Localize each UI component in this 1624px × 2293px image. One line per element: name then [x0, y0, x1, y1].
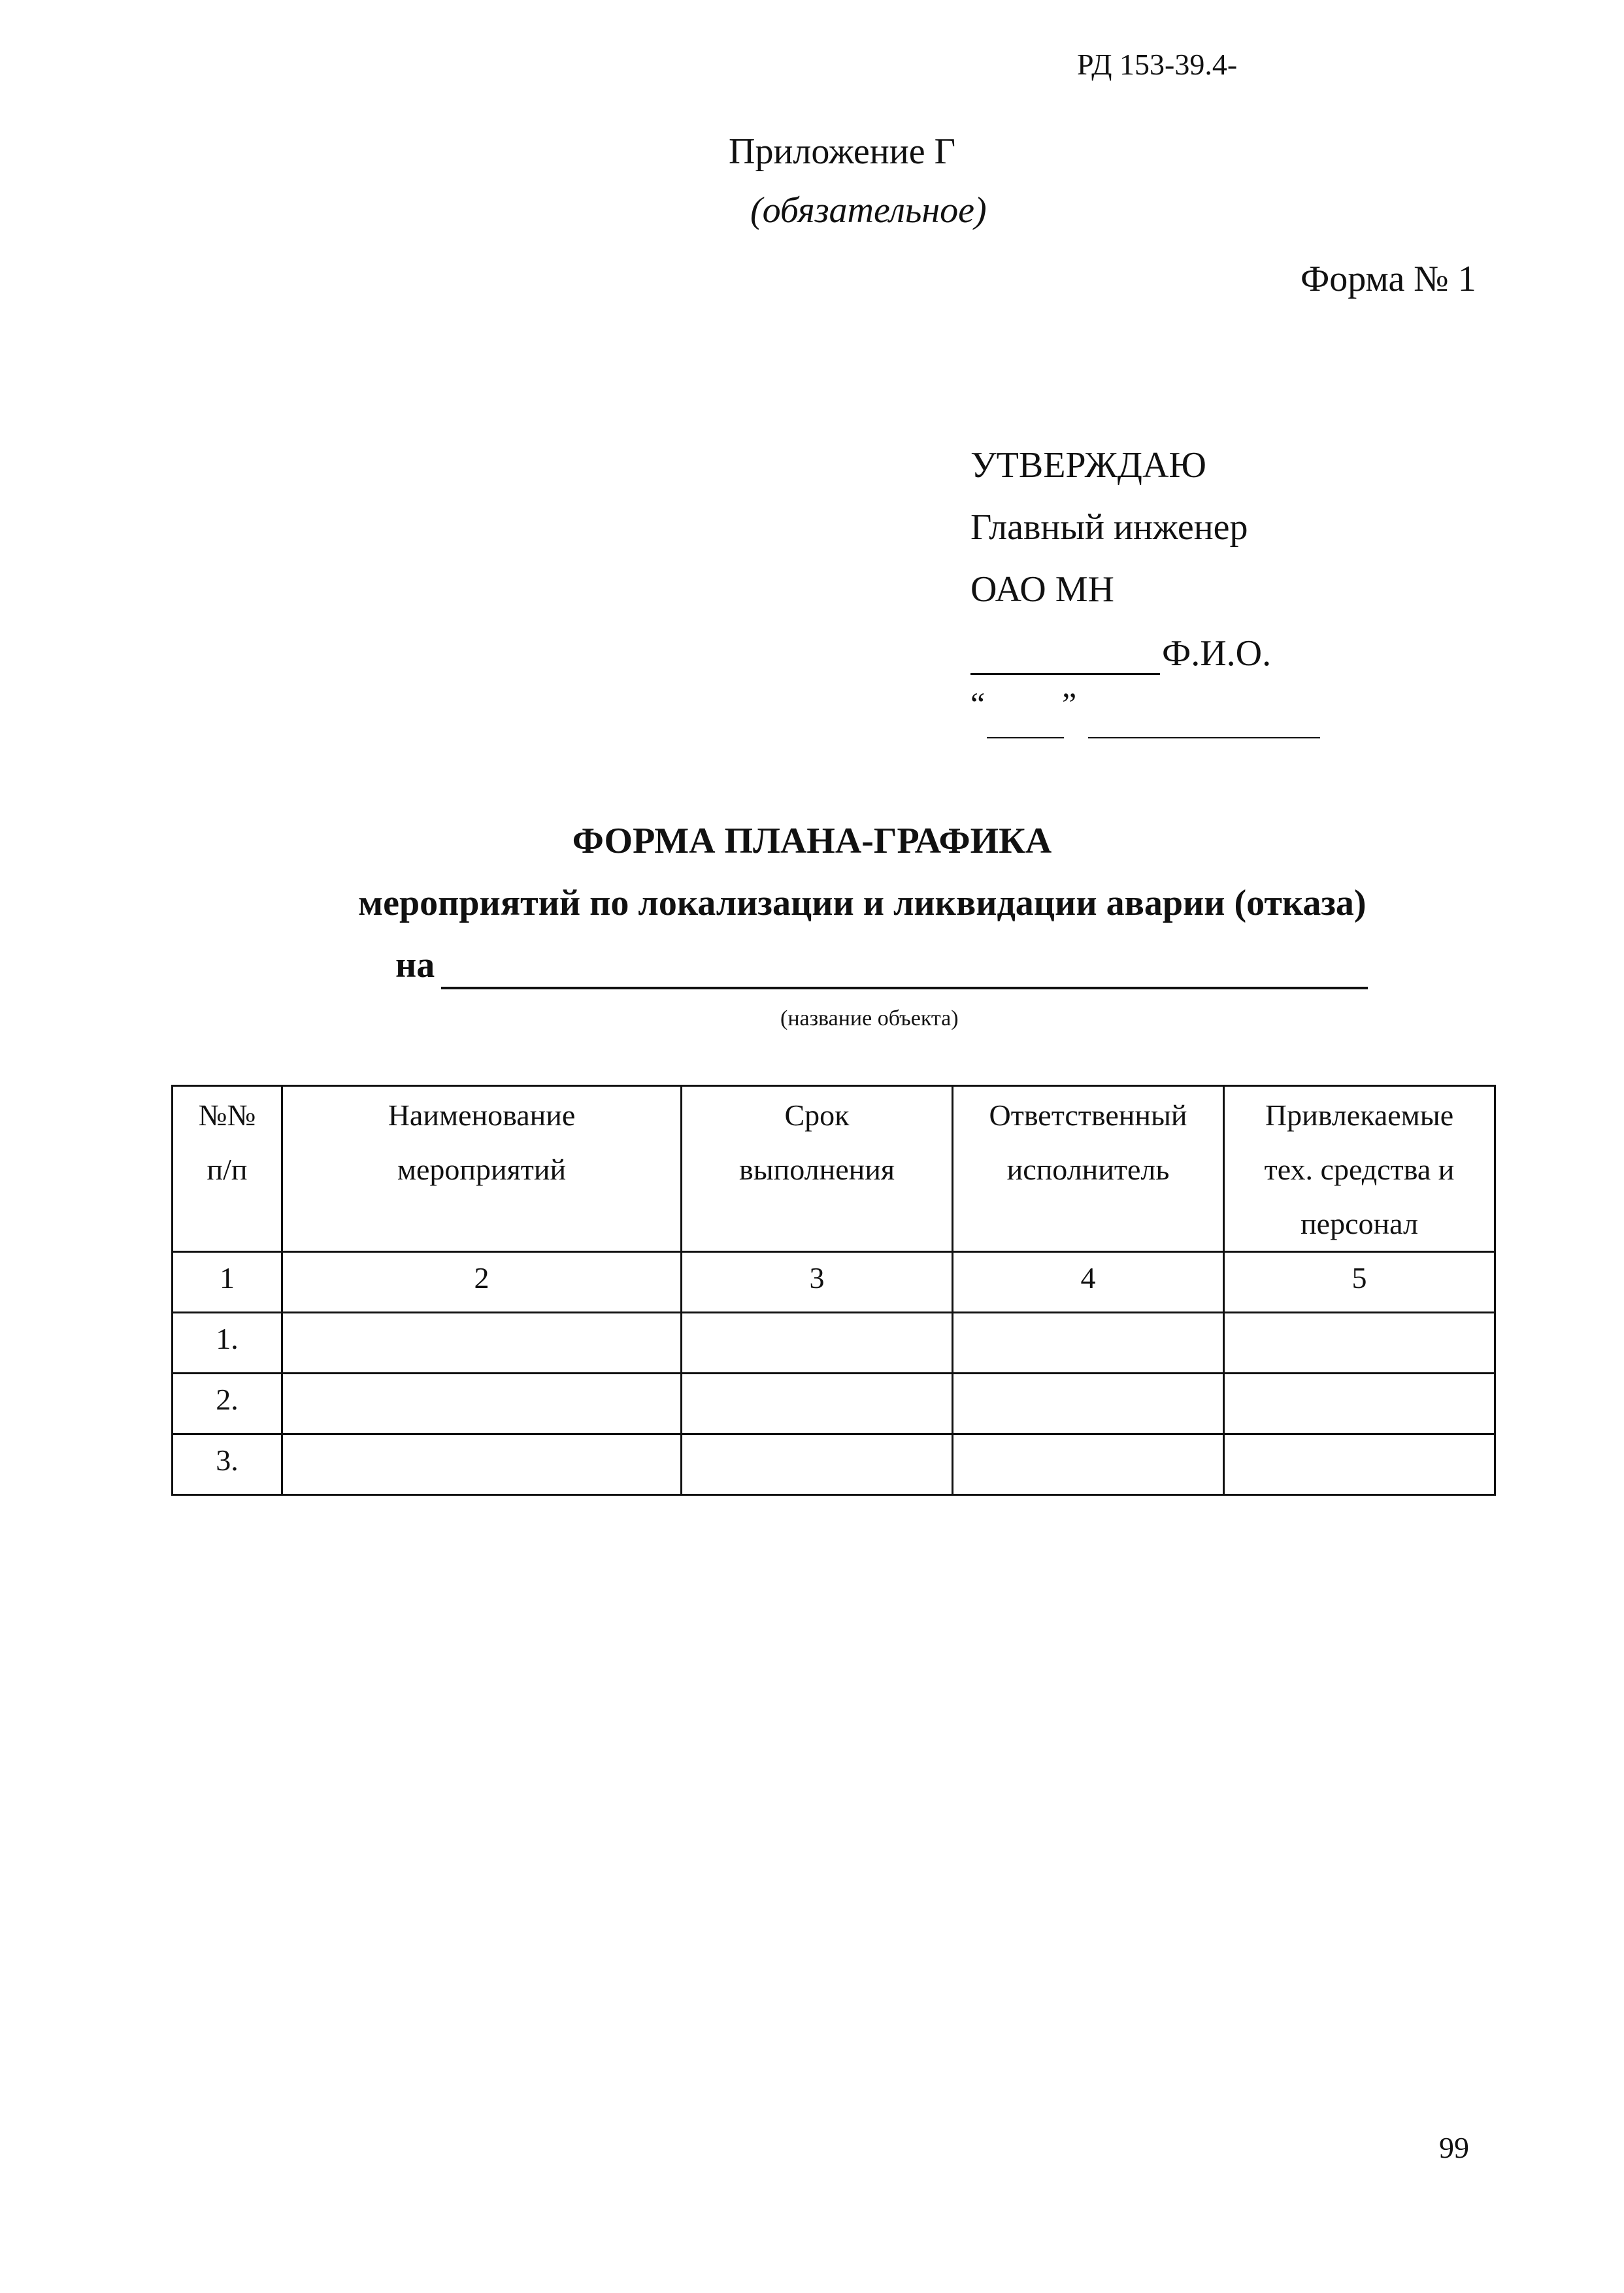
column-index-row: [173, 1252, 1495, 1313]
header-text: п/п: [207, 1153, 248, 1186]
column-index-cell: 1: [173, 1252, 282, 1313]
deadline-cell[interactable]: [682, 1434, 953, 1495]
column-index-cell: 4: [953, 1252, 1224, 1313]
page-number: 99: [1439, 2131, 1469, 2164]
plan-table: [171, 1085, 1496, 1496]
object-on-label: на: [395, 945, 435, 985]
column-index-cell: 2: [282, 1252, 682, 1313]
deadline-cell[interactable]: [682, 1374, 953, 1434]
resources-cell[interactable]: [1224, 1374, 1495, 1434]
header-text: исполнитель: [1006, 1153, 1170, 1186]
header-text: мероприятий: [397, 1153, 567, 1186]
row-number-cell: 1.: [173, 1313, 282, 1374]
row-number-cell: 2.: [173, 1374, 282, 1434]
form-subtitle: мероприятий по локализации и ликвидации аварии (отказа): [358, 883, 1367, 923]
column-index-cell: 3: [682, 1252, 953, 1313]
header-text: Привлекаемые: [1265, 1098, 1454, 1132]
appendix-note: (обязательное): [750, 190, 987, 231]
responsible-cell[interactable]: [953, 1434, 1224, 1495]
approval-organization: ОАО МН: [970, 569, 1114, 610]
date-quote-close: ”: [1062, 685, 1077, 722]
row-number-cell: 3.: [173, 1434, 282, 1495]
activity-cell[interactable]: [282, 1374, 682, 1434]
date-day-line: [987, 737, 1064, 738]
header-cell-responsible: [953, 1086, 1224, 1252]
header-cell-deadline: [682, 1086, 953, 1252]
header-text: Ответственный: [989, 1098, 1187, 1132]
header-text: тех. средства и: [1264, 1153, 1455, 1186]
approval-name: Ф.И.О.: [1162, 633, 1272, 674]
approval-position: Главный инженер: [970, 507, 1248, 548]
header-cell-resources: [1224, 1086, 1495, 1252]
responsible-cell[interactable]: [953, 1313, 1224, 1374]
column-index-cell: 5: [1224, 1252, 1495, 1313]
resources-cell[interactable]: [1224, 1313, 1495, 1374]
date-quote-open: “: [970, 685, 986, 722]
activity-cell[interactable]: [282, 1434, 682, 1495]
header-text: персонал: [1301, 1207, 1418, 1240]
document-code: РД 153-39.4-: [1077, 48, 1238, 81]
header-text: №№: [198, 1098, 256, 1132]
form-number: Форма № 1: [1301, 259, 1476, 299]
date-month-line: [1088, 737, 1320, 738]
header-cell-activity: [282, 1086, 682, 1252]
table-header-row: [173, 1086, 1495, 1252]
appendix-title: Приложение Г: [729, 131, 955, 172]
header-text: выполнения: [738, 1153, 895, 1186]
activity-cell[interactable]: [282, 1313, 682, 1374]
table-row: [173, 1313, 1495, 1374]
signature-line: [970, 673, 1160, 675]
object-name-line: [441, 987, 1368, 989]
header-cell-number: [173, 1086, 282, 1252]
table-row: [173, 1374, 1495, 1434]
object-name-caption: (название объекта): [780, 1006, 959, 1031]
responsible-cell[interactable]: [953, 1374, 1224, 1434]
header-text: Срок: [784, 1098, 850, 1132]
form-title: ФОРМА ПЛАНА-ГРАФИКА: [572, 821, 1052, 861]
resources-cell[interactable]: [1224, 1434, 1495, 1495]
table-row: [173, 1434, 1495, 1495]
deadline-cell[interactable]: [682, 1313, 953, 1374]
approval-title: УТВЕРЖДАЮ: [970, 445, 1206, 486]
header-text: Наименование: [388, 1098, 576, 1132]
